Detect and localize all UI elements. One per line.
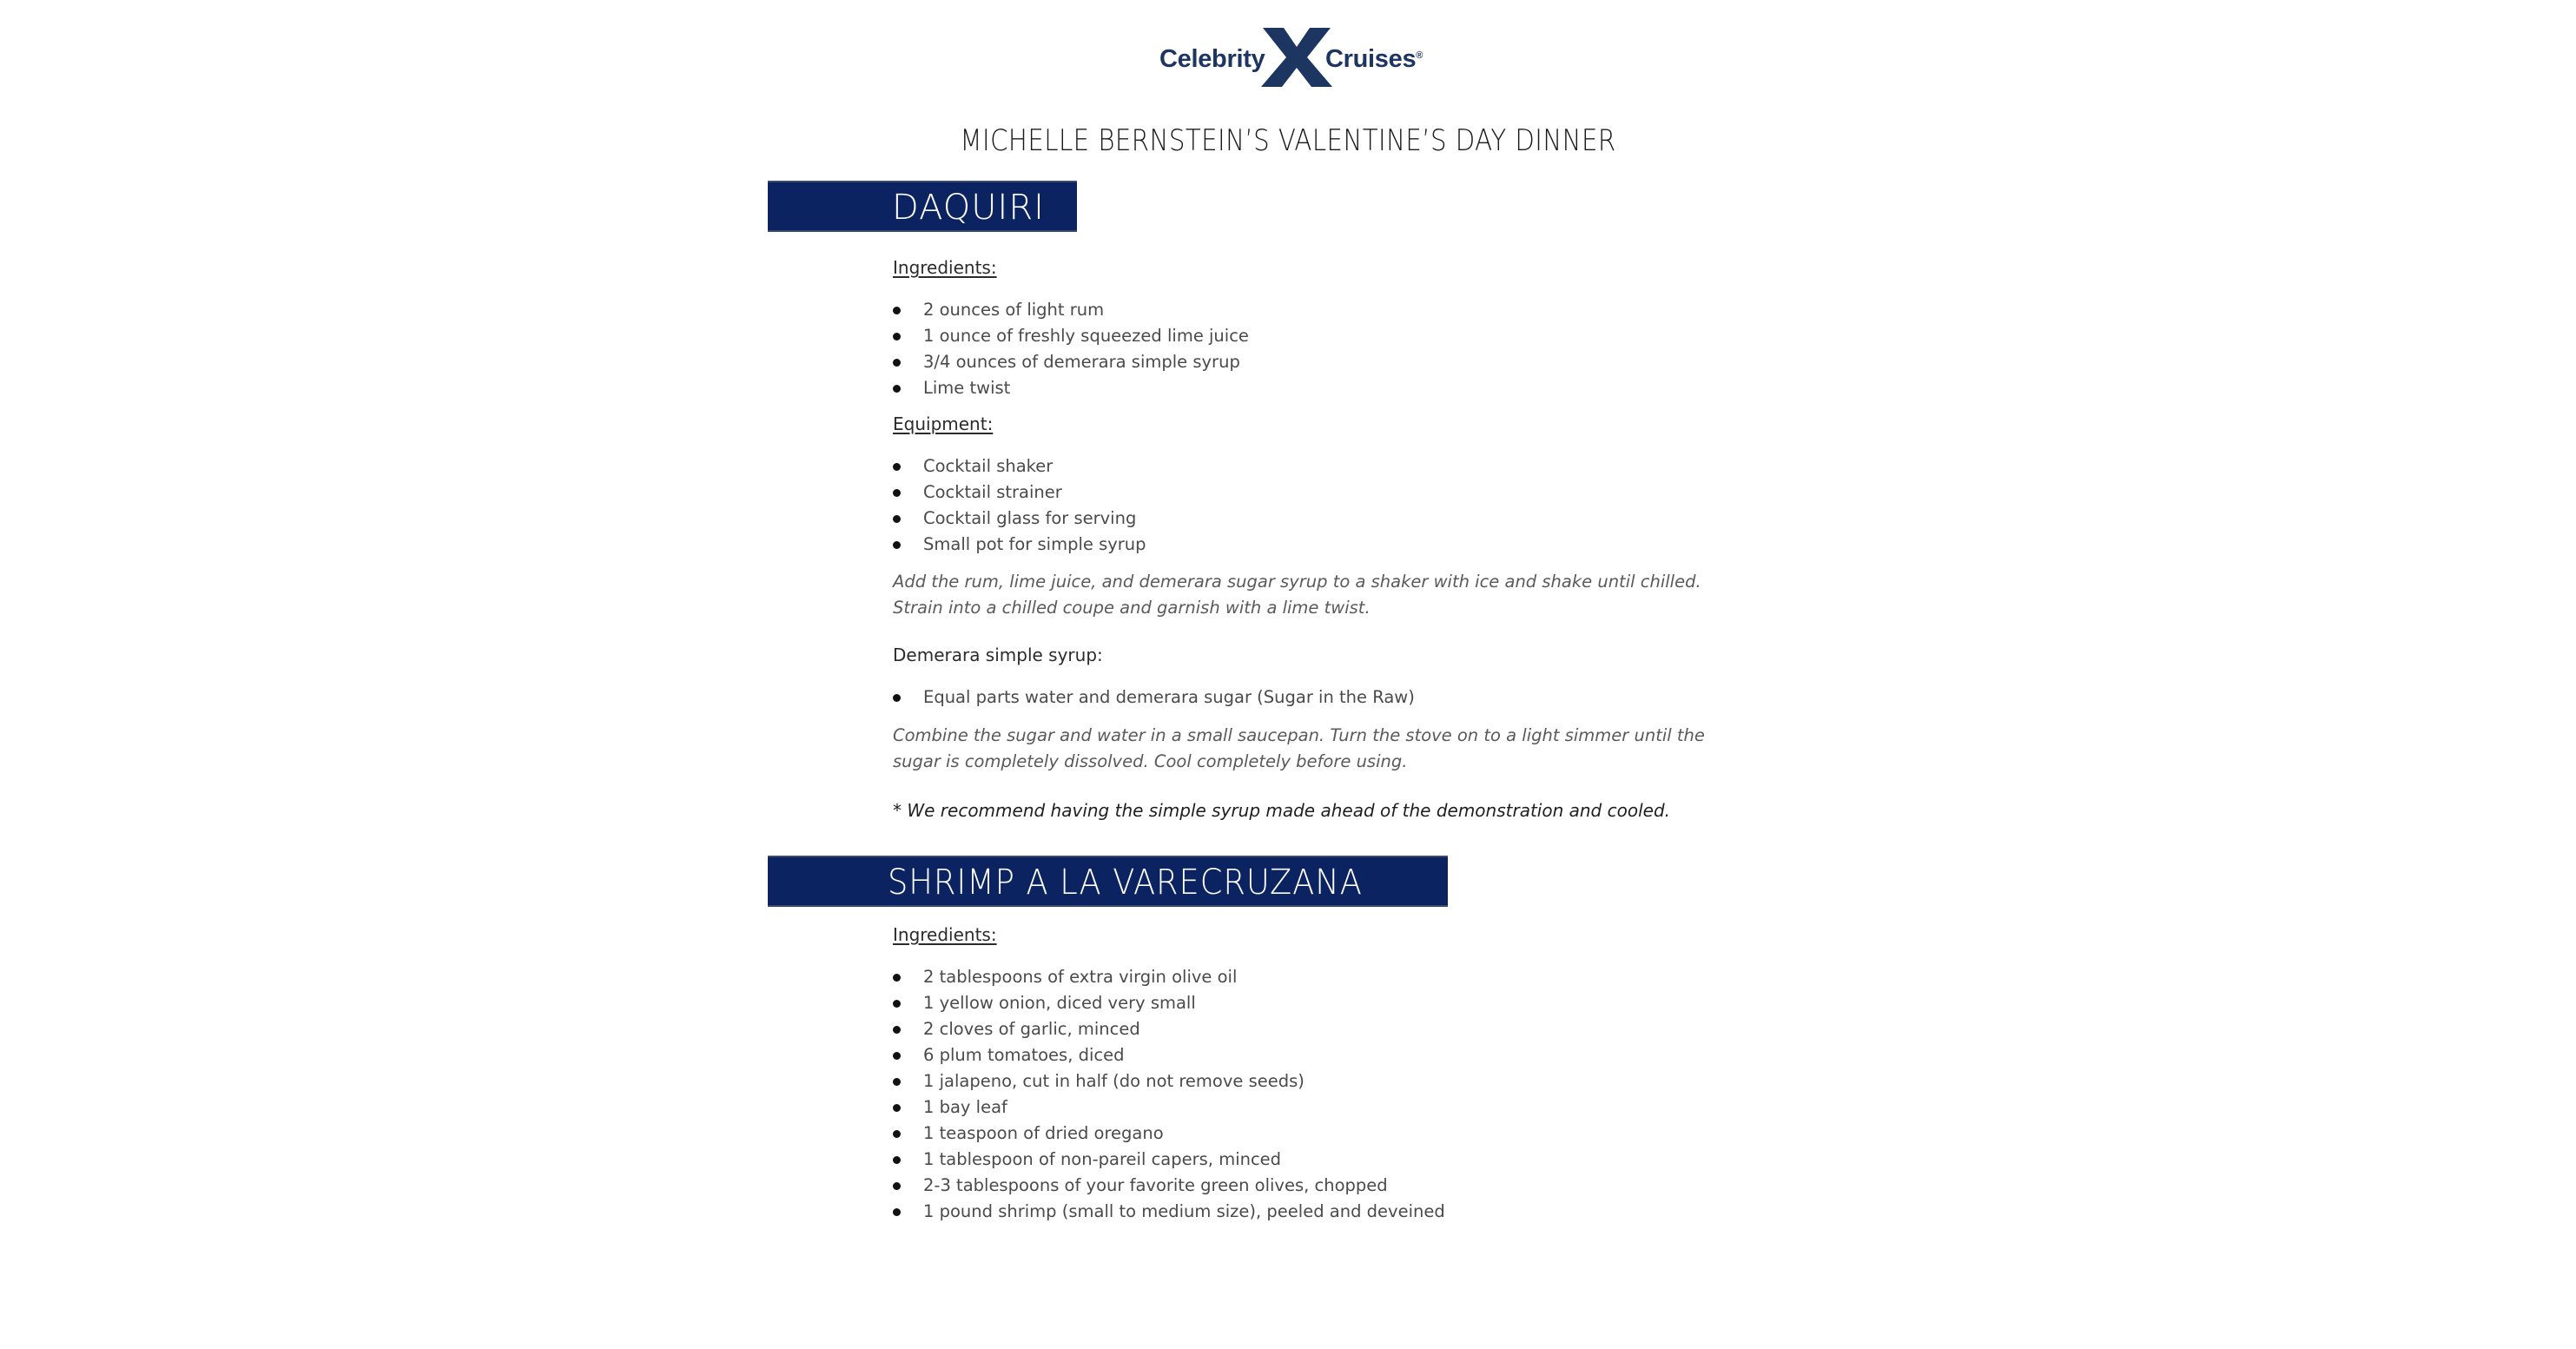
list-item: 1 teaspoon of dried oregano <box>893 1121 1445 1147</box>
bullet-icon <box>893 463 901 471</box>
list-item: 1 yellow onion, diced very small <box>893 990 1445 1016</box>
instructions-paragraph <box>893 569 1701 621</box>
bullet-icon <box>893 1208 901 1216</box>
registered-mark: ® <box>1416 50 1423 61</box>
list-item: Cocktail glass for serving <box>893 506 1146 532</box>
list-item: 1 pound shrimp (small to medium size), peeled and deveined <box>893 1199 1445 1225</box>
list-item: 1 jalapeno, cut in half (do not remove seeds) <box>893 1068 1445 1094</box>
list-item: 2 tablespoons of extra virgin olive oil <box>893 964 1445 990</box>
list-item: Cocktail shaker <box>893 453 1146 479</box>
list-item: 1 tablespoon of non-pareil capers, minced <box>893 1147 1445 1173</box>
logo-word-right: Cruises® <box>1325 45 1423 73</box>
ingredients-label: Ingredients: <box>893 257 997 278</box>
recipe-title: SHRIMP A LA VARECRUZANA <box>888 863 1363 903</box>
recipe-banner-daquiri <box>768 181 1077 232</box>
equipment-list <box>893 453 1146 558</box>
list-item: 2 cloves of garlic, minced <box>893 1016 1445 1042</box>
sub-recipe-instructions <box>893 723 1705 775</box>
bullet-icon <box>893 515 901 523</box>
ingredients-list <box>893 297 1249 401</box>
instructions-line: Strain into a chilled coupe and garnish with a lime twist. <box>893 598 1371 618</box>
equipment-label: Equipment: <box>893 413 994 434</box>
bullet-icon <box>893 385 901 393</box>
x-logo-icon <box>1261 28 1332 87</box>
instructions-line: Combine the sugar and water in a small saucepan. Turn the stove on to a light simmer until the <box>893 725 1705 745</box>
logo-word-left: Celebrity <box>1159 45 1265 73</box>
list-item: Lime twist <box>893 375 1249 401</box>
bullet-icon <box>893 307 901 314</box>
list-item: 2-3 tablespoons of your favorite green olives, chopped <box>893 1173 1445 1199</box>
bullet-icon <box>893 1078 901 1086</box>
recommendation-note: * We recommend having the simple syrup made ahead of the demonstration and cooled. <box>893 800 1670 821</box>
recipe-banner-shrimp <box>768 856 1448 907</box>
list-item: 2 ounces of light rum <box>893 297 1249 323</box>
list-item: 3/4 ounces of demerara simple syrup <box>893 349 1249 375</box>
sub-recipe-ingredients-list <box>893 684 1415 711</box>
ingredients-list <box>893 964 1445 1225</box>
bullet-icon <box>893 1104 901 1112</box>
list-item: 1 ounce of freshly squeezed lime juice <box>893 323 1249 349</box>
instructions-line: Add the rum, lime juice, and demerara sugar syrup to a shaker with ice and shake until chilled. <box>893 572 1701 592</box>
bullet-icon <box>893 694 901 702</box>
recipe-title: DAQUIRI <box>892 188 1045 228</box>
list-item: Equal parts water and demerara sugar (Sugar in the Raw) <box>893 684 1415 711</box>
list-item: Small pot for simple syrup <box>893 532 1146 558</box>
list-item: 1 bay leaf <box>893 1094 1445 1121</box>
page-title: MICHELLE BERNSTEIN’S VALENTINE’S DAY DINNER <box>960 123 1616 158</box>
list-item: Cocktail strainer <box>893 479 1146 506</box>
bullet-icon <box>893 1026 901 1034</box>
bullet-icon <box>893 1052 901 1060</box>
list-item: 6 plum tomatoes, diced <box>893 1042 1445 1068</box>
bullet-icon <box>893 1156 901 1164</box>
instructions-line: sugar is completely dissolved. Cool completely before using. <box>893 751 1408 771</box>
sub-recipe-label: Demerara simple syrup: <box>893 645 1103 665</box>
bullet-icon <box>893 1000 901 1008</box>
bullet-icon <box>893 541 901 549</box>
bullet-icon <box>893 489 901 497</box>
celebrity-cruises-logo <box>1159 26 1429 91</box>
bullet-icon <box>893 1182 901 1190</box>
ingredients-label: Ingredients: <box>893 924 997 945</box>
bullet-icon <box>893 333 901 341</box>
bullet-icon <box>893 359 901 367</box>
bullet-icon <box>893 974 901 982</box>
bullet-icon <box>893 1130 901 1138</box>
